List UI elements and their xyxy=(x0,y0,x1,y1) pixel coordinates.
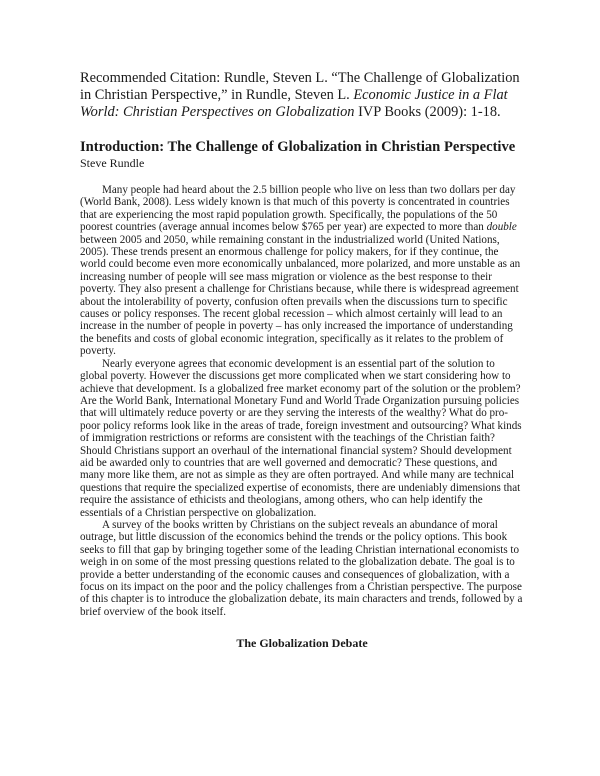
paragraph-1-text-b: between 2005 and 2050, while remaining constant in the industrialized world (United Nations, 2005). These trends present an enormous challenge for policy makers, for if they continue, the world could become even more economically unbalanced, more polarized, and more unstable as an increasing number of people will see mass migration or violence as the best response to their poverty. They also present a challenge for Christians because, while there is widespread agreement about the intolerability of poverty, confusion often prevails when the discussions turn to specific causes or policy responses. The recent global recession – which almost certainly will lead to an increase in the number of people in poverty – has only increased the importance of understanding the benefits and costs of global economic integration, specifically as it relates to the problem of poverty. xyxy=(80,233,521,358)
document-page xyxy=(80,70,524,650)
section-heading: The Globalization Debate xyxy=(236,636,368,651)
paragraph-1-text-a: Many people had heard about the 2.5 billion people who live on less than two dollars per day (World Bank, 2008). Less widely known is that much of this poverty is concentrated in countries that are experiencing the most rapid population growth. Specifically, the populations of the 50 poorest countries (average annual incomes below $765 per year) are expected to more than xyxy=(80,184,516,234)
recommended-citation xyxy=(80,70,524,121)
chapter-title: Introduction: The Challenge of Globalization in Christian Perspective xyxy=(80,139,516,155)
paragraph-1-italic: double xyxy=(486,221,517,234)
citation-suffix: IVP Books (2009): 1-18. xyxy=(354,104,501,120)
body-paragraph-3: A survey of the books written by Christians on the subject reveals an abundance of moral outrage, but little discussion of the economics behind the trends or the policy options. This book seeks to fill that gap by bringing together some of the leading Christian international economists to weigh in on some of the most pressing questions related to the globalization debate. The goal is to provide a better understanding of the economic causes and consequences of globalization, with a focus on its impact on the poor and the policy challenges from a Christian perspective. The purpose of this chapter is to introduce the globalization debate, its main characters and trends, followed by a brief overview of the book itself. xyxy=(80,518,523,618)
chapter-author: Steve Rundle xyxy=(80,156,145,170)
body-paragraph-2: Nearly everyone agrees that economic development is an essential part of the solution to global poverty. However the discussions get more complicated when we start considering how to achieve that development. Is a globalized free market economy part of the solution or the problem? Are the World Bank, International Monetary Fund and World Trade Organization pursuing policies that will ultimately reduce poverty or are they serving the interests of the wealthy? What do pro-poor policy reforms look like in the areas of trade, foreign investment and outsourcing? What kinds of immigration restrictions or reforms are consistent with the teachings of the Christian faith? Should Christians support an overhaul of the international financial system? Should development aid be awarded only to countries that are well governed and democratic? These questions, and many more like them, are not as simple as they are often portrayed. And while many are technical questions that require the specialized expertise of economists, there are undeniably dimensions that require the assistance of ethicists and theologians, among others, who can help identify the essentials of a Christian perspective on globalization. xyxy=(80,357,522,519)
citation-prefix: Recommended Citation: Rundle, Steven L. “The Challenge of Globalization in Christian Perspective,” in Rundle, Steven L. xyxy=(80,70,520,103)
body-paragraph-1 xyxy=(80,184,524,358)
citation-book-title: Economic Justice in a Flat World: Christian Perspectives on Globalization xyxy=(80,87,508,120)
